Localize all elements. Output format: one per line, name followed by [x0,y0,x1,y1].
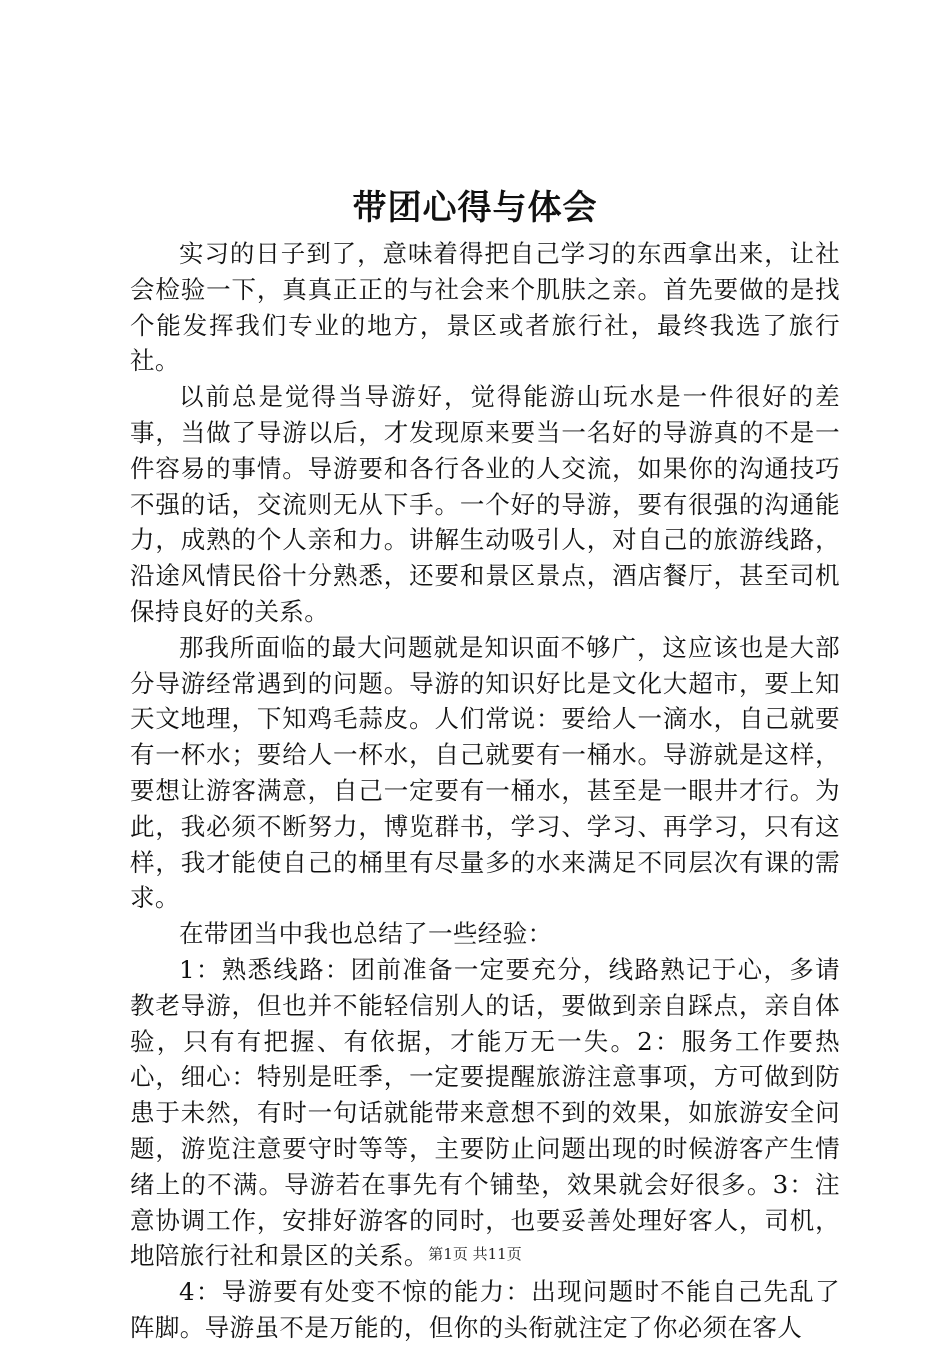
paragraph-composure-point: 4：导游要有处变不惊的能力：出现问题时不能自己先乱了阵脚。导游虽不是万能的，但你的头衔就注定了你必须在客人 [130,1277,840,1342]
paragraph-guide-expectations: 以前总是觉得当导游好，觉得能游山玩水是一件很好的差事，当做了导游以后，才发现原来要当一名好的导游真的不是一件容易的事情。导游要和各行各业的人交流，如果你的沟通技巧不强的话，交流则无从下手。一个好的导游，要有很强的沟通能力，成熟的个人亲和力。讲解生动吸引人，对自己的旅游线路，沿途风情民俗十分熟悉，还要和景区景点，酒店餐厅，甚至司机保持良好的关系。 [130,382,840,626]
page-number-footer: 第1页 共11页 [428,1245,522,1263]
paragraph-knowledge-gap: 那我所面临的最大问题就是知识面不够广，这应该也是大部分导游经常遇到的问题。导游的知识好比是文化大超市，要上知天文地理，下知鸡毛蒜皮。人们常说：要给人一滴水，自己就要有一杯水；要给人一杯水，自己就要有一桶水。导游就是这样，要想让游客满意，自己一定要有一桶水，甚至是一眼井才行。为此，我必须不断努力，博览群书，学习、学习、再学习，只有这样，我才能使自己的桶里有尽量多的水来满足不同层次有课的需求。 [130,632,840,913]
document-body [130,236,840,1346]
paragraph-experience-points: 1：熟悉线路：团前准备一定要充分，线路熟记于心，多请教老导游，但也并不能轻信别人的话，要做到亲自踩点，亲自体验，只有有把握、有依据，才能万无一失。2：服务工作要热心，细心：特别是旺季，一定要提醒旅游注意事项，方可做到防患于未然，有时一句话就能带来意想不到的效果，如旅游安全问题，游览注意要守时等等，主要防止问题出现的时候游客产生情绪上的不满。导游若在事先有个铺垫，效果就会好很多。3：注意协调工作，安排好游客的同时，也要妥善处理好客人，司机，地陪旅行社和景区的关系。 [130,954,840,1271]
document-title: 带团心得与体会 [352,188,598,228]
paragraph-internship-intro: 实习的日子到了，意味着得把自己学习的东西拿出来，让社会检验一下，真真正正的与社会来个肌肤之亲。首先要做的是找个能发挥我们专业的地方，景区或者旅行社，最终我选了旅行社。 [130,239,840,376]
paragraph-experience-intro: 在带团当中我也总结了一些经验： [179,919,553,949]
